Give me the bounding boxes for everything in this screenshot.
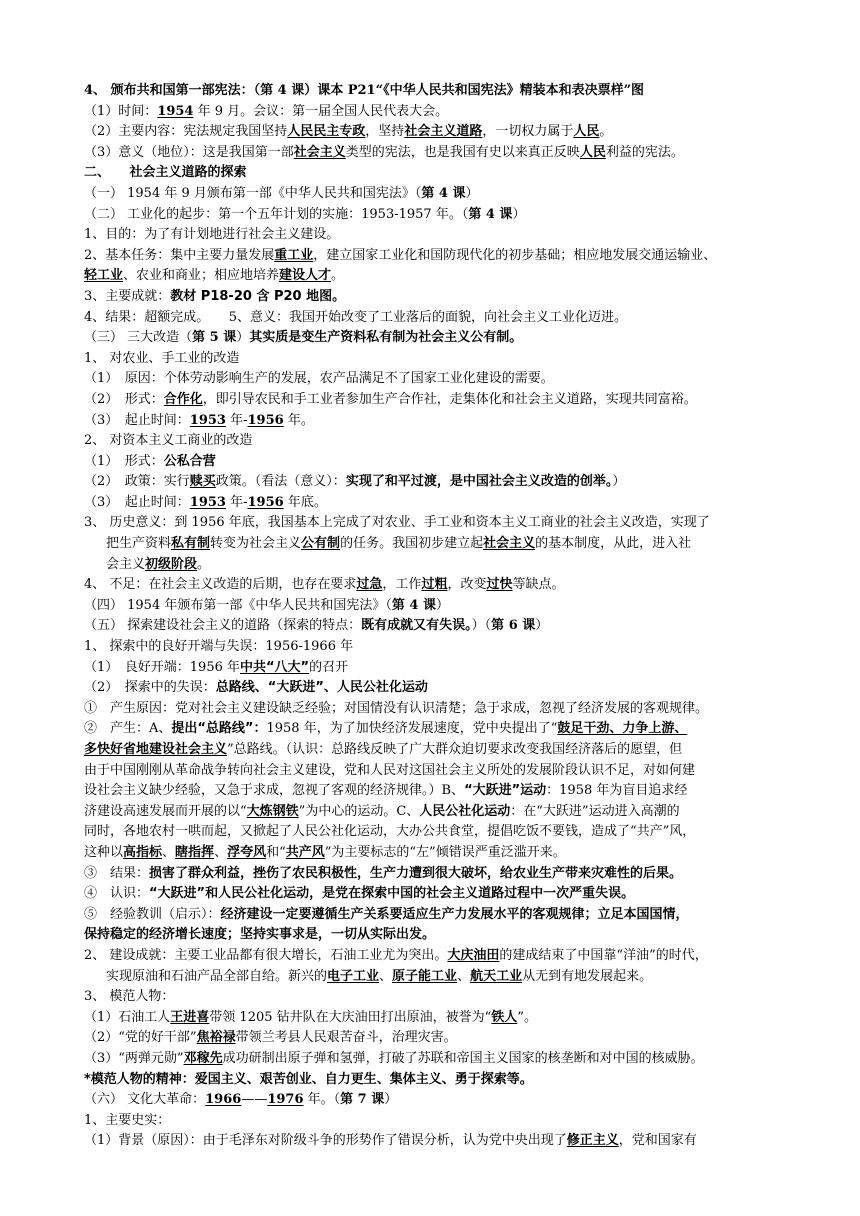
document-body [84,81,826,1152]
text-segment: ） [435,597,449,613]
line [84,884,826,905]
text-segment: 第 4 课 [468,206,513,222]
text-segment: 1958 年，为了加快经济发展速度，党中央提出了“ [266,721,558,737]
text-segment: 王进喜 [170,1009,210,1025]
line [84,472,826,493]
line [84,905,826,926]
text-segment: （ [253,83,261,98]
text-segment: ，党和国家有 [618,1133,697,1149]
text-segment: 大庆油田 [447,947,500,963]
text-segment: 提出“总路线”： [171,721,267,737]
text-segment: 重工业 [274,247,314,263]
text-segment: 社会主义道路 [404,124,483,140]
text-segment: —— [241,1092,268,1108]
text-segment: 4、 不足：在社会主义改造的后期，也存在要求 [84,577,357,593]
text-segment: （1） 良好开端：1956 年 [84,659,240,675]
text-segment: 的召开 [309,659,349,675]
text-segment: 同时，各地农村一哄而起，又掀起了人民公社化运动，大办公共食堂，提倡吃饭不要钱，造成了“共产”风， [84,824,696,840]
text-segment: 的建成结束了中国靠“洋油”的时代， [499,947,708,963]
text-segment: 过粗 [421,577,448,593]
line [84,122,826,143]
text-segment: 1956 [247,494,284,510]
text-segment: 、 [162,844,176,860]
text-segment: 年- [225,412,248,428]
line [84,1008,826,1029]
text-segment: （1） 形式： [84,453,164,469]
text-segment: （1）石油工人 [84,1009,171,1025]
line [84,1049,826,1070]
text-segment: 1976 [267,1092,304,1108]
line [84,987,826,1008]
text-segment: 其实质是变生产资料私有制为社会主义公有制。 [249,330,523,346]
text-segment: 会主义 [106,556,146,572]
text-segment: （六） 文化大革命： [84,1092,206,1108]
text-segment: 类型的宪法，也是我国有史以来真正反映 [345,144,580,160]
line [84,287,826,308]
line [84,369,826,390]
text-segment: 利益的宪法。 [605,144,684,160]
text-segment: （五） 探索建设社会主义的道路（探索的特点： [84,618,362,634]
text-segment: 邓稼先 [183,1050,223,1066]
text-segment: 、 [214,844,228,860]
text-segment: 。 [331,268,345,284]
text-segment: ，工作 [382,577,422,593]
text-segment: 1、主要史实： [84,1112,171,1128]
section-constitution [84,81,826,102]
line [84,1028,826,1049]
text-segment: 瞎指挥 [175,844,215,860]
line [84,534,826,555]
text-segment: 公私合营 [163,453,216,469]
text-segment: 年 9 月。会议：第一届全国人民代表大会。 [193,103,449,119]
text-segment: 总路线、“大跃进”、人民公社化运动 [215,680,428,696]
text-segment: 私有制 [171,536,211,552]
text-segment: ”总路线。（认识：总路线反映了广大群众迫切要求改变我国经济落后的愿望，但 [227,742,683,757]
text-segment: 和“ [266,844,286,860]
text-segment: 初级阶段 [145,556,198,572]
line [84,637,826,658]
text-segment: ） [236,330,250,346]
text-segment: 合作化 [163,391,203,407]
text-segment: 1966 [205,1092,242,1108]
text-segment: 保持稳定的经济增长速度；坚持实事求是，一切从实际出发。 [84,927,436,943]
text-segment: （3） 起止时间： [84,494,190,510]
text-segment: 1953 [189,412,226,428]
text-segment: 原子能工业 [392,968,458,984]
text-segment: 、农业和商业；相应地培养 [123,268,280,284]
text-segment: 电子工业 [327,968,380,984]
line [84,1111,826,1132]
line [84,946,826,967]
text-segment: 社会主义 [293,144,346,160]
line [84,308,826,329]
text-segment: （3） 起止时间： [84,412,190,428]
text-segment: “大跃进”和人民公社化运动，是党在探索中国的社会主义道路过程中一次严重失误。 [149,886,635,902]
text-segment: 从无到有地发展起来。 [522,968,653,984]
line [84,822,826,843]
text-segment: ） [535,618,549,634]
text-segment: 4、结果：超额完成。 5、意义：我国开始改变了工业落后的面貌，向社会主义工业化迈进。 [84,309,628,325]
text-segment: 公有制 [301,536,341,552]
text-segment: 成功研制出原子弹和氢弹，打破了苏联和帝国主义国家的核垄断和对中国的核威胁。 [222,1050,704,1066]
text-segment: 带领 1205 钻井队在大庆油田打出原油，被誉为“ [209,1009,492,1025]
line [84,349,826,370]
text-segment: （1） 原因：个体劳动影响生产的发展，农产品满足不了国家工业化建设的需要。 [84,371,554,387]
text-segment: 大炼钢铁 [246,803,299,819]
text-segment: 设社会主义缺少经验，又急于求成，忽视了客观的经济规律。）B、 [84,783,465,799]
text-segment: ） [512,206,526,222]
line [84,452,826,473]
line [84,493,826,514]
line [84,184,826,205]
text-segment: 人民 [573,124,600,140]
text-segment: 1、 对农业、手工业的改造 [84,350,240,366]
text-segment: 中共“八大” [240,659,310,675]
text-segment: 第 4 课 [421,185,466,201]
line [84,925,826,946]
text-segment: 实现了和平过渡，是中国社会主义改造的创举。 [345,474,613,490]
text-segment: 、 [457,968,471,984]
line [84,719,826,740]
line [84,658,826,679]
text-segment: 浮夸风 [227,844,267,860]
text-segment: 铁人 [491,1009,518,1025]
heading-socialist-road [84,163,826,184]
text-segment: 二、 社会主义道路的探索 [84,165,247,181]
text-segment: 3、 模范人物： [84,989,175,1005]
text-segment: 航天工业 [470,968,523,984]
text-segment: ① 产生原因：党对社会主义建设缺乏经验；对国情没有认识清楚；急于求成，忽视了经济发展的客观规律。 [84,700,709,716]
text-segment: 教材 P18-20 含 P20 地图。 [170,288,346,304]
text-segment: 修正主义 [566,1133,619,1149]
line [84,967,826,988]
line [84,740,826,761]
text-segment: 、 [379,968,393,984]
text-segment: 社会主义 [483,536,536,552]
text-segment: 政策。（看法（意义）： [215,474,346,490]
text-segment: ”为中心的运动。C、 [298,803,420,819]
line [84,411,826,432]
text-segment: （2） 探索中的失误： [84,680,216,696]
text-segment: 共产风 [285,844,325,860]
text-segment: ） [612,474,626,490]
text-segment: （2）“党的好干部” [84,1030,197,1046]
text-segment: 年底。 [283,494,327,510]
text-segment: 济建设高速发展而开展的以“ [84,803,247,819]
text-segment: 人民公社化运动 [419,803,511,819]
text-segment: 建设人才 [279,268,332,284]
line [84,575,826,596]
text-segment: 人民民主专政 [287,124,366,140]
text-segment: 焦裕禄 [196,1030,236,1046]
line [84,1131,826,1152]
text-segment: ）课本 P21“《中华人民共和国宪法》精装本和表决票样”图 [304,83,645,98]
text-segment: 损害了群众利益，挫伤了农民积极性，生产力遭到很大破坏，给农业生产带来灾难性的后果。 [149,865,683,881]
text-segment: 1、目的：为了有计划地进行社会主义建设。 [84,227,340,243]
text-segment: 2、 建设成就：主要工业品都有很大增长，石油工业尤为突出。 [84,947,448,963]
text-segment: ”为主要标志的“左”倾错误严重泛滥开来。 [324,844,566,860]
text-segment: 由于中国刚刚从革命战争转向社会主义建设，党和人民对这国社会主义所处的发展阶段认识不足，对如何建 [84,762,696,778]
text-segment: 过快 [486,577,513,593]
text-segment: 这种以 [84,844,124,860]
text-segment: 1953 [189,494,226,510]
text-segment: 高指标 [123,844,163,860]
text-segment: ：1958 年为盲目追求经 [546,783,688,799]
line [84,678,826,699]
text-segment: 。 [599,124,613,140]
text-segment: ③ 结果： [84,865,150,881]
text-segment: 多快好省地建设社会主义 [84,742,228,757]
text-segment: 1、 探索中的良好开端与失误：1956-1966 年 [84,639,354,655]
text-segment: 的任务。我国初步建立起 [340,536,484,552]
text-segment: （2）主要内容：宪法规定我国坚持 [84,124,288,140]
text-segment: 鼓足干劲、力争上游、 [557,721,688,737]
text-segment: （3）意义（地位）：这是我国第一部 [84,144,294,160]
text-segment: （四） 1954 年颁布第一部《中华人民共和国宪法》（ [84,597,392,613]
line [84,596,826,617]
text-segment: 的基本制度，从此，进入社 [535,536,692,552]
text-segment: 人民 [579,144,606,160]
text-segment: ）（ [471,618,492,634]
line [84,616,826,637]
line [84,246,826,267]
text-segment: （1）时间： [84,103,158,119]
text-segment: ④ 认识： [84,886,150,902]
text-segment: （2） 形式： [84,391,164,407]
text-segment: 第 5 课 [192,330,237,346]
line [84,225,826,246]
text-segment: 转变为社会主义 [210,536,302,552]
text-segment: （2） 政策：实行 [84,474,190,490]
line [84,1070,826,1091]
text-segment: （一） 1954 年 9 月颁布第一部《中华人民共和国宪法》（ [84,185,422,201]
line [84,843,826,864]
text-segment: ，坚持 [365,124,405,140]
text-segment: 第 7 课 [340,1092,385,1108]
line [84,1090,826,1111]
text-segment: ：在“大跃进”运动进入高潮的 [510,803,680,819]
text-segment: 既有成就又有失误。 [361,618,472,634]
text-segment: 等缺点。 [512,577,565,593]
text-segment: 3、主要成就： [84,288,171,304]
text-segment: 第 6 课 [491,618,536,634]
text-segment: （三） 三大改造（ [84,330,193,346]
line [84,555,826,576]
line [84,802,826,823]
text-segment: ，即引导农民和手工业者参加生产合作社，走集体化和社会主义道路，实现共同富裕。 [202,391,697,407]
line [84,143,826,164]
text-segment: *模范人物的精神：爱国主义、艰苦创业、自力更生、集体主义、勇于探索等。 [84,1071,533,1087]
text-segment: 第 4 课 [260,83,305,98]
line [84,102,826,123]
line [84,781,826,802]
text-segment: 。 [197,556,211,572]
text-segment: 1956 [247,412,284,428]
text-segment: 经济建设一定要遵循生产关系要适应生产力发展水平的客观规律；立足本国国情， [220,906,689,922]
text-segment: ，改变 [447,577,487,593]
text-segment: 3、 历史意义：到 1956 年底，我国基本上完成了对农业、手工业和资本主义工商业的社会主义改造，实现了 [84,515,710,531]
text-segment: 轻工业 [84,268,124,284]
text-segment: 把生产资料 [106,536,172,552]
text-segment: 过急 [356,577,383,593]
line [84,205,826,226]
text-segment: （3）“两弹元勋” [84,1050,184,1066]
text-segment: 实现原油和石油产品全部自给。新兴的 [106,968,328,984]
line [84,513,826,534]
text-segment: ”。 [517,1009,537,1025]
text-segment: ） [384,1092,398,1108]
text-segment: “大跃进”运动 [464,783,547,799]
text-segment: 年。 [283,412,314,428]
line [84,390,826,411]
text-segment: （1）背景（原因）：由于毛泽东对阶级斗争的形势作了错误分析，认为党中央出现了 [84,1133,567,1149]
text-segment: ，一切权力属于 [482,124,574,140]
text-segment: 年。（ [303,1092,341,1108]
text-segment: 2、 对资本主义工商业的改造 [84,433,253,449]
line [84,699,826,720]
line [84,266,826,287]
text-segment: 赎买 [189,474,216,490]
text-segment: ，建立国家工业化和国防现代化的初步基础；相应地发展交通运输业、 [313,247,717,263]
text-segment: 2、基本任务：集中主要力量发展 [84,247,275,263]
text-segment: ⑤ 经验教训（启示）： [84,906,221,922]
text-segment: 带领兰考县人民艰苦奋斗，治理灾害。 [235,1030,457,1046]
line [84,328,826,349]
line [84,864,826,885]
text-segment: 4、 颁布共和国第一部宪法： [84,83,254,98]
text-segment: ） [465,185,479,201]
line [84,431,826,452]
text-segment: （二） 工业化的起步：第一个五年计划的实施：1953-1957 年。（ [84,206,469,222]
text-segment: 年- [225,494,248,510]
text-segment: 第 4 课 [391,597,436,613]
text-segment: ② 产生：A、 [84,721,172,737]
text-segment: 1954 [157,103,194,119]
line [84,761,826,782]
